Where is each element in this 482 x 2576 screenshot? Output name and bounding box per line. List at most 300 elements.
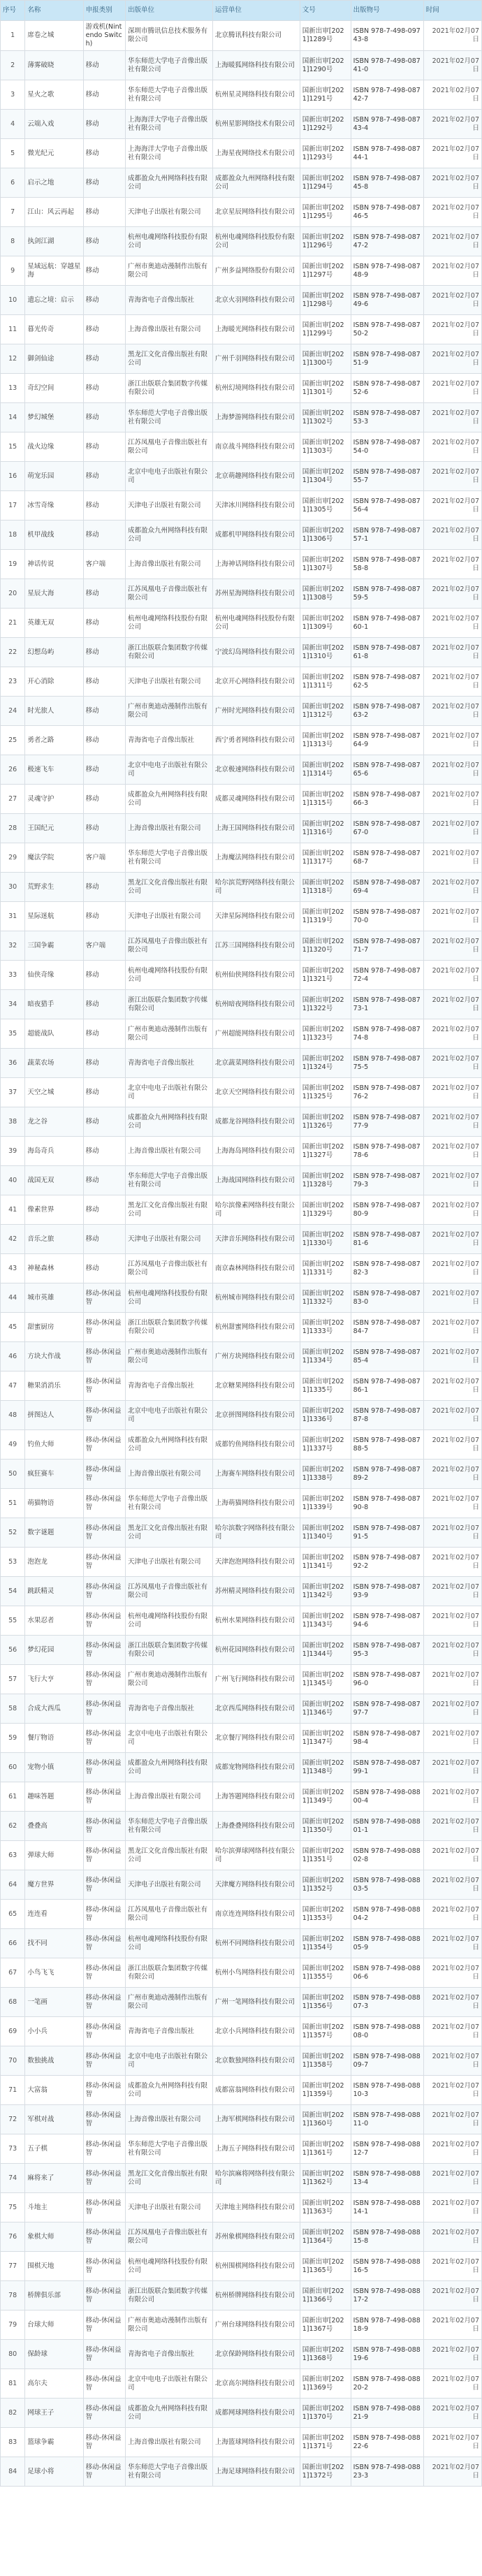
cell-publisher: 北京中电电子出版社有限公司: [125, 1724, 212, 1753]
cell-index: 12: [1, 344, 25, 374]
cell-type: 移动-休闲益智: [83, 1724, 125, 1753]
cell-index: 24: [1, 697, 25, 726]
cell-publisher: 上海海洋大学电子音像出版社有限公司: [125, 110, 212, 139]
cell-operator: 天津泡泡网络科技有限公司: [212, 1548, 300, 1577]
table-row: [1, 1460, 482, 1489]
cell-name: 御剑仙途: [25, 344, 83, 374]
cell-date: 2021年02月07日: [423, 2457, 481, 2487]
table-row: [1, 1225, 482, 1254]
cell-publisher: 深圳市腾讯信息技术服务有限公司: [125, 21, 212, 51]
cell-type: 移动: [83, 1195, 125, 1225]
cell-name: 奇幻空间: [25, 374, 83, 403]
cell-doc-number: 国新出审[2021]1289号: [300, 21, 351, 51]
cell-type: 移动-休闲益智: [83, 2457, 125, 2487]
cell-operator: 成都富翁网络科技有限公司: [212, 2076, 300, 2105]
cell-doc-number: 国新出审[2021]1322号: [300, 990, 351, 1019]
cell-operator: 北京腾讯科技有限公司: [212, 21, 300, 51]
cell-operator: 天津冰川网络科技有限公司: [212, 491, 300, 521]
cell-type: 移动: [83, 1107, 125, 1137]
cell-isbn: ISBN 978-7-498-08747-2: [351, 227, 423, 256]
cell-index: 41: [1, 1195, 25, 1225]
cell-isbn: ISBN 978-7-498-08822-6: [351, 2428, 423, 2457]
cell-doc-number: 国新出审[2021]1355号: [300, 1958, 351, 1988]
cell-doc-number: 国新出审[2021]1338号: [300, 1460, 351, 1489]
cell-operator: 上海暖光网络科技有限公司: [212, 315, 300, 344]
cell-isbn: ISBN 978-7-498-08799-1: [351, 1753, 423, 1782]
cell-name: 趣味答题: [25, 1782, 83, 1812]
cell-index: 37: [1, 1078, 25, 1107]
cell-type: 移动-休闲益智: [83, 1430, 125, 1460]
table-row: [1, 1019, 482, 1049]
cell-publisher: 北京中电电子出版社有限公司: [125, 1078, 212, 1107]
cell-index: 46: [1, 1342, 25, 1371]
cell-name: 幻想岛屿: [25, 638, 83, 667]
cell-name: 数独挑战: [25, 2046, 83, 2076]
cell-publisher: 杭州电魂网络科技股份有限公司: [125, 609, 212, 638]
cell-publisher: 广州市奥迪动漫制作出版有限公司: [125, 2311, 212, 2340]
table-row: [1, 1401, 482, 1430]
cell-name: 叠叠高: [25, 1812, 83, 1841]
cell-name: 军棋对战: [25, 2105, 83, 2134]
cell-operator: 上海海岛网络科技有限公司: [212, 1137, 300, 1166]
table-row: [1, 1841, 482, 1870]
cell-publisher: 华东师范大学电子音像出版社有限公司: [125, 1489, 212, 1518]
cell-type: 移动-休闲益智: [83, 2222, 125, 2252]
cell-type: 移动-休闲益智: [83, 1694, 125, 1724]
cell-name: 斗地主: [25, 2193, 83, 2222]
cell-isbn: ISBN 978-7-498-08753-3: [351, 403, 423, 432]
cell-name: 小鸟飞飞: [25, 1958, 83, 1988]
cell-isbn: ISBN 978-7-498-08814-1: [351, 2193, 423, 2222]
cell-publisher: 上海音像出版社有限公司: [125, 1137, 212, 1166]
cell-index: 36: [1, 1049, 25, 1078]
cell-name: 像素世界: [25, 1195, 83, 1225]
cell-operator: 天津地主网络科技有限公司: [212, 2193, 300, 2222]
cell-date: 2021年02月07日: [423, 1958, 481, 1988]
table-row: [1, 21, 482, 51]
cell-doc-number: 国新出审[2021]1302号: [300, 403, 351, 432]
cell-type: 移动: [83, 1166, 125, 1195]
cell-operator: 北京蔬菜网络科技有限公司: [212, 1049, 300, 1078]
cell-name: 魔方世界: [25, 1870, 83, 1900]
cell-isbn: ISBN 978-7-498-08761-8: [351, 638, 423, 667]
cell-isbn: ISBN 978-7-498-08811-0: [351, 2105, 423, 2134]
cell-doc-number: 国新出审[2021]1340号: [300, 1518, 351, 1548]
cell-isbn: ISBN 978-7-498-08788-5: [351, 1430, 423, 1460]
cell-date: 2021年02月07日: [423, 21, 481, 51]
table-row: [1, 1049, 482, 1078]
cell-doc-number: 国新出审[2021]1372号: [300, 2457, 351, 2487]
cell-operator: 苏州星海网络科技有限公司: [212, 579, 300, 609]
cell-operator: 上海军棋网络科技有限公司: [212, 2105, 300, 2134]
cell-doc-number: 国新出审[2021]1297号: [300, 256, 351, 286]
cell-doc-number: 国新出审[2021]1347号: [300, 1724, 351, 1753]
cell-date: 2021年02月07日: [423, 990, 481, 1019]
cell-date: 2021年02月07日: [423, 139, 481, 168]
cell-publisher: 天津电子出版社有限公司: [125, 1870, 212, 1900]
cell-operator: 上海神话网络科技有限公司: [212, 550, 300, 579]
cell-date: 2021年02月07日: [423, 198, 481, 227]
cell-date: 2021年02月07日: [423, 168, 481, 198]
col-header-name: 名称: [25, 1, 83, 21]
cell-date: 2021年02月07日: [423, 667, 481, 697]
cell-publisher: 浙江出版联合集团数字传媒有限公司: [125, 1958, 212, 1988]
cell-type: 移动-休闲益智: [83, 2281, 125, 2311]
cell-name: 荒野求生: [25, 873, 83, 902]
table-row: [1, 1430, 482, 1460]
cell-name: 灵魂守护: [25, 785, 83, 814]
cell-doc-number: 国新出审[2021]1346号: [300, 1694, 351, 1724]
cell-name: 糖果消消乐: [25, 1371, 83, 1401]
cell-doc-number: 国新出审[2021]1326号: [300, 1107, 351, 1137]
cell-name: 时光旅人: [25, 697, 83, 726]
cell-isbn: ISBN 978-7-498-08768-7: [351, 843, 423, 873]
cell-publisher: 江苏凤凰电子音像出版社有限公司: [125, 1254, 212, 1283]
cell-operator: 哈尔滨像素网络科技有限公司: [212, 1195, 300, 1225]
table-row: [1, 726, 482, 755]
table-row: [1, 2311, 482, 2340]
table-row: [1, 403, 482, 432]
cell-name: 足球小将: [25, 2457, 83, 2487]
cell-index: 9: [1, 256, 25, 286]
cell-publisher: 黑龙江文化音像出版社有限公司: [125, 2164, 212, 2193]
cell-name: 王国纪元: [25, 814, 83, 843]
cell-date: 2021年02月07日: [423, 2134, 481, 2164]
table-row: [1, 374, 482, 403]
cell-index: 8: [1, 227, 25, 256]
cell-type: 移动: [83, 697, 125, 726]
cell-doc-number: 国新出审[2021]1364号: [300, 2222, 351, 2252]
cell-doc-number: 国新出审[2021]1304号: [300, 462, 351, 491]
cell-isbn: ISBN 978-7-498-08789-2: [351, 1460, 423, 1489]
cell-date: 2021年02月07日: [423, 1900, 481, 1929]
table-row: [1, 1342, 482, 1371]
cell-index: 5: [1, 139, 25, 168]
cell-publisher: 成都盈众九州网络科技有限公司: [125, 1753, 212, 1782]
cell-type: 移动-休闲益智: [83, 1900, 125, 1929]
table-row: [1, 491, 482, 521]
cell-publisher: 青海省电子音像出版社: [125, 286, 212, 315]
cell-index: 70: [1, 2046, 25, 2076]
cell-name: 海岛奇兵: [25, 1137, 83, 1166]
cell-publisher: 成都盈众九州网络科技有限公司: [125, 2076, 212, 2105]
cell-index: 51: [1, 1489, 25, 1518]
cell-isbn: ISBN 978-7-498-08774-8: [351, 1019, 423, 1049]
cell-operator: 广州时光网络科技有限公司: [212, 697, 300, 726]
cell-type: 移动-休闲益智: [83, 2193, 125, 2222]
cell-type: 移动-休闲益智: [83, 2311, 125, 2340]
cell-index: 81: [1, 2369, 25, 2399]
cell-operator: 南京战斗网络科技有限公司: [212, 432, 300, 462]
cell-isbn: ISBN 978-7-498-08741-0: [351, 51, 423, 80]
cell-date: 2021年02月07日: [423, 931, 481, 961]
cell-type: 移动: [83, 227, 125, 256]
cell-date: 2021年02月07日: [423, 1195, 481, 1225]
cell-publisher: 浙江出版联合集团数字传媒有限公司: [125, 1313, 212, 1342]
cell-type: 移动: [83, 491, 125, 521]
cell-type: 移动-休闲益智: [83, 1371, 125, 1401]
cell-publisher: 浙江出版联合集团数字传媒有限公司: [125, 2281, 212, 2311]
cell-type: 移动-休闲益智: [83, 1929, 125, 1958]
table-row: [1, 110, 482, 139]
cell-isbn: ISBN 978-7-498-08749-6: [351, 286, 423, 315]
cell-operator: 杭州桥牌网络科技有限公司: [212, 2281, 300, 2311]
cell-type: 移动-休闲益智: [83, 2017, 125, 2046]
cell-index: 14: [1, 403, 25, 432]
table-row: [1, 873, 482, 902]
cell-operator: 杭州围棋网络科技有限公司: [212, 2252, 300, 2281]
cell-isbn: ISBN 978-7-498-08791-5: [351, 1518, 423, 1548]
cell-index: 63: [1, 1841, 25, 1870]
cell-publisher: 广州市奥迪动漫制作出版有限公司: [125, 1988, 212, 2017]
cell-isbn: ISBN 978-7-498-08748-9: [351, 256, 423, 286]
cell-name: 甜蜜厨房: [25, 1313, 83, 1342]
cell-date: 2021年02月07日: [423, 2222, 481, 2252]
cell-type: 移动: [83, 961, 125, 990]
cell-date: 2021年02月07日: [423, 1401, 481, 1430]
cell-doc-number: 国新出审[2021]1321号: [300, 961, 351, 990]
cell-operator: 上海星夜网络技术有限公司: [212, 139, 300, 168]
table-row: [1, 1518, 482, 1548]
cell-index: 50: [1, 1460, 25, 1489]
cell-isbn: ISBN 978-7-498-08758-8: [351, 550, 423, 579]
cell-doc-number: 国新出审[2021]1363号: [300, 2193, 351, 2222]
cell-type: 移动-休闲益智: [83, 2399, 125, 2428]
table-row: [1, 1283, 482, 1313]
cell-type: 移动-休闲益智: [83, 1313, 125, 1342]
col-header-index: 序号: [1, 1, 25, 21]
cell-index: 49: [1, 1430, 25, 1460]
cell-date: 2021年02月07日: [423, 374, 481, 403]
cell-date: 2021年02月07日: [423, 1313, 481, 1342]
cell-publisher: 青海省电子音像出版社: [125, 1049, 212, 1078]
cell-date: 2021年02月07日: [423, 2428, 481, 2457]
cell-date: 2021年02月07日: [423, 843, 481, 873]
cell-publisher: 华东师范大学电子音像出版社有限公司: [125, 403, 212, 432]
table-header: [1, 1, 482, 21]
cell-operator: 上海叠叠网络科技有限公司: [212, 1812, 300, 1841]
cell-isbn: ISBN 978-7-498-08813-4: [351, 2164, 423, 2193]
cell-doc-number: 国新出审[2021]1367号: [300, 2311, 351, 2340]
table-row: [1, 550, 482, 579]
table-row: [1, 344, 482, 374]
cell-doc-number: 国新出审[2021]1317号: [300, 843, 351, 873]
cell-name: 席卷之城: [25, 21, 83, 51]
cell-publisher: 江苏凤凰电子音像出版社有限公司: [125, 432, 212, 462]
table-body: [1, 21, 482, 2487]
cell-date: 2021年02月07日: [423, 902, 481, 931]
cell-doc-number: 国新出审[2021]1348号: [300, 1753, 351, 1782]
cell-name: 围棋天地: [25, 2252, 83, 2281]
table-row: [1, 1606, 482, 1636]
cell-publisher: 华东师范大学电子音像出版社有限公司: [125, 51, 212, 80]
table-row: [1, 1929, 482, 1958]
cell-index: 62: [1, 1812, 25, 1841]
cell-index: 17: [1, 491, 25, 521]
cell-date: 2021年02月07日: [423, 1371, 481, 1401]
table-row: [1, 462, 482, 491]
cell-name: 超能战队: [25, 1019, 83, 1049]
cell-isbn: ISBN 978-7-498-08805-9: [351, 1929, 423, 1958]
cell-isbn: ISBN 978-7-498-08751-9: [351, 344, 423, 374]
cell-index: 40: [1, 1166, 25, 1195]
cell-date: 2021年02月07日: [423, 697, 481, 726]
table-row: [1, 697, 482, 726]
cell-operator: 成都网球网络科技有限公司: [212, 2399, 300, 2428]
table-row: [1, 1195, 482, 1225]
cell-publisher: 上海音像出版社有限公司: [125, 2428, 212, 2457]
table-row: [1, 2105, 482, 2134]
cell-operator: 杭州电魂网络科技股份有限公司: [212, 227, 300, 256]
cell-isbn: ISBN 978-7-498-08767-0: [351, 814, 423, 843]
cell-index: 83: [1, 2428, 25, 2457]
cell-date: 2021年02月07日: [423, 1665, 481, 1694]
cell-publisher: 华东师范大学电子音像出版社有限公司: [125, 80, 212, 110]
cell-name: 钓鱼大师: [25, 1430, 83, 1460]
cell-index: 73: [1, 2134, 25, 2164]
table-row: [1, 227, 482, 256]
cell-date: 2021年02月07日: [423, 814, 481, 843]
cell-date: 2021年02月07日: [423, 344, 481, 374]
cell-name: 连连看: [25, 1900, 83, 1929]
cell-operator: 苏州象棋网络科技有限公司: [212, 2222, 300, 2252]
cell-index: 10: [1, 286, 25, 315]
cell-date: 2021年02月07日: [423, 2369, 481, 2399]
cell-isbn: ISBN 978-7-498-08790-8: [351, 1489, 423, 1518]
cell-date: 2021年02月07日: [423, 873, 481, 902]
cell-date: 2021年02月07日: [423, 432, 481, 462]
cell-type: 移动: [83, 462, 125, 491]
cell-operator: 上海篮球网络科技有限公司: [212, 2428, 300, 2457]
cell-type: 移动-休闲益智: [83, 1548, 125, 1577]
cell-doc-number: 国新出审[2021]1354号: [300, 1929, 351, 1958]
cell-name: 微光纪元: [25, 139, 83, 168]
cell-publisher: 成都盈众九州网络科技有限公司: [125, 168, 212, 198]
cell-name: 台球大师: [25, 2311, 83, 2340]
cell-operator: 杭州花园网络科技有限公司: [212, 1636, 300, 1665]
cell-index: 32: [1, 931, 25, 961]
table-row: [1, 2369, 482, 2399]
cell-index: 76: [1, 2222, 25, 2252]
cell-operator: 南京森林网络科技有限公司: [212, 1254, 300, 1283]
cell-operator: 江苏三国网络科技有限公司: [212, 931, 300, 961]
table-row: [1, 2428, 482, 2457]
cell-operator: 杭州不同网络科技有限公司: [212, 1929, 300, 1958]
table-row: [1, 51, 482, 80]
cell-name: 三国争霸: [25, 931, 83, 961]
cell-doc-number: 国新出审[2021]1290号: [300, 51, 351, 80]
cell-isbn: ISBN 978-7-498-08796-0: [351, 1665, 423, 1694]
cell-operator: 杭州水果网络科技有限公司: [212, 1606, 300, 1636]
cell-operator: 北京萌趣网络科技有限公司: [212, 462, 300, 491]
cell-operator: 北京拼图网络科技有限公司: [212, 1401, 300, 1430]
cell-date: 2021年02月07日: [423, 1518, 481, 1548]
cell-date: 2021年02月07日: [423, 1812, 481, 1841]
cell-date: 2021年02月07日: [423, 1019, 481, 1049]
cell-isbn: ISBN 978-7-498-08793-9: [351, 1577, 423, 1606]
table-row: [1, 609, 482, 638]
cell-doc-number: 国新出审[2021]1303号: [300, 432, 351, 462]
cell-operator: 上海暖狐网络科技有限公司: [212, 51, 300, 80]
table-row: [1, 1489, 482, 1518]
table-row: [1, 755, 482, 785]
cell-index: 65: [1, 1900, 25, 1929]
cell-doc-number: 国新出审[2021]1301号: [300, 374, 351, 403]
cell-isbn: ISBN 978-7-498-08804-2: [351, 1900, 423, 1929]
cell-publisher: 黑龙江文化音像出版社有限公司: [125, 873, 212, 902]
cell-publisher: 天津电子出版社有限公司: [125, 1225, 212, 1254]
cell-name: 疯狂赛车: [25, 1460, 83, 1489]
table-row: [1, 2046, 482, 2076]
cell-date: 2021年02月07日: [423, 609, 481, 638]
cell-name: 找不同: [25, 1929, 83, 1958]
cell-type: 移动: [83, 990, 125, 1019]
cell-operator: 上海赛车网络科技有限公司: [212, 1460, 300, 1489]
cell-date: 2021年02月07日: [423, 2340, 481, 2369]
cell-operator: 北京火羽网络科技有限公司: [212, 286, 300, 315]
table-row: [1, 168, 482, 198]
cell-index: 82: [1, 2399, 25, 2428]
cell-name: 宠物小镇: [25, 1753, 83, 1782]
cell-type: 移动: [83, 667, 125, 697]
cell-type: 客户端: [83, 931, 125, 961]
table-row: [1, 198, 482, 227]
header-row: [1, 1, 482, 21]
cell-doc-number: 国新出审[2021]1308号: [300, 579, 351, 609]
cell-type: 移动: [83, 521, 125, 550]
cell-date: 2021年02月07日: [423, 1342, 481, 1371]
cell-doc-number: 国新出审[2021]1294号: [300, 168, 351, 198]
cell-doc-number: 国新出审[2021]1320号: [300, 931, 351, 961]
cell-date: 2021年02月07日: [423, 1107, 481, 1137]
cell-index: 23: [1, 667, 25, 697]
cell-index: 77: [1, 2252, 25, 2281]
cell-name: 龙之谷: [25, 1107, 83, 1137]
cell-operator: 上海王国网络科技有限公司: [212, 814, 300, 843]
cell-operator: 广州千羽网络科技有限公司: [212, 344, 300, 374]
cell-doc-number: 国新出审[2021]1336号: [300, 1401, 351, 1430]
cell-index: 56: [1, 1636, 25, 1665]
cell-name: 高尔夫: [25, 2369, 83, 2399]
cell-index: 15: [1, 432, 25, 462]
cell-type: 移动-休闲益智: [83, 1988, 125, 2017]
cell-type: 移动: [83, 315, 125, 344]
cell-index: 60: [1, 1753, 25, 1782]
cell-isbn: ISBN 978-7-498-08821-9: [351, 2399, 423, 2428]
cell-type: 移动-休闲益智: [83, 2164, 125, 2193]
cell-doc-number: 国新出审[2021]1350号: [300, 1812, 351, 1841]
cell-isbn: ISBN 978-7-498-08766-3: [351, 785, 423, 814]
cell-isbn: ISBN 978-7-498-08781-6: [351, 1225, 423, 1254]
cell-doc-number: 国新出审[2021]1310号: [300, 638, 351, 667]
cell-name: 泡泡龙: [25, 1548, 83, 1577]
cell-publisher: 杭州电魂网络科技股份有限公司: [125, 227, 212, 256]
cell-index: 6: [1, 168, 25, 198]
table-row: [1, 902, 482, 931]
cell-type: 移动: [83, 785, 125, 814]
cell-index: 59: [1, 1724, 25, 1753]
cell-name: 启示之地: [25, 168, 83, 198]
cell-index: 21: [1, 609, 25, 638]
cell-type: 移动-休闲益智: [83, 1870, 125, 1900]
cell-doc-number: 国新出审[2021]1353号: [300, 1900, 351, 1929]
cell-type: 游戏机(Nintendo Switch): [83, 21, 125, 51]
cell-doc-number: 国新出审[2021]1323号: [300, 1019, 351, 1049]
cell-operator: 广州台球网络科技有限公司: [212, 2311, 300, 2340]
cell-publisher: 上海音像出版社有限公司: [125, 550, 212, 579]
cell-date: 2021年02月07日: [423, 1166, 481, 1195]
cell-operator: 成都龙谷网络科技有限公司: [212, 1107, 300, 1137]
